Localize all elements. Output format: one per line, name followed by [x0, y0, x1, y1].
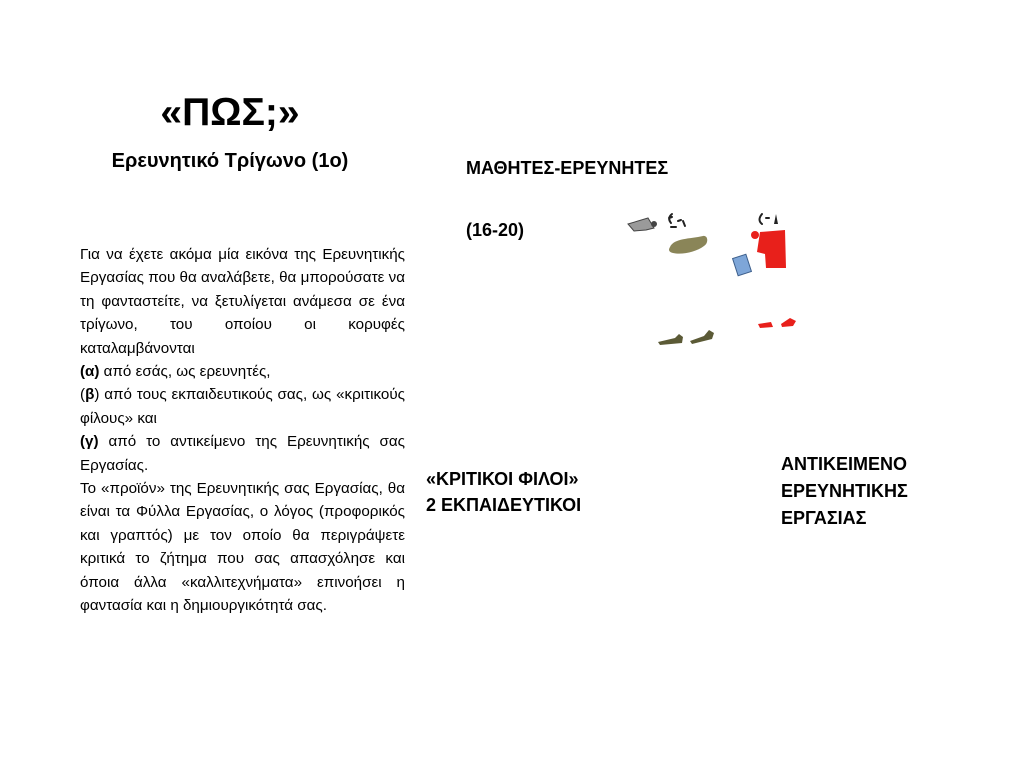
olive-figure — [628, 214, 714, 345]
olive-face-icon — [669, 214, 685, 227]
red-hand-icon — [774, 214, 778, 224]
red-shoe-left-icon — [758, 322, 773, 328]
item-c-text: από το αντικείμενο της Ερευνητικής σας Εργασίας. — [80, 433, 405, 474]
item-b-text: ) από τους εκπαιδευτικούς σας, ως «κριτικούς φίλους» και — [80, 386, 405, 427]
critical-friends-line-2: 2 ΕΚΠΑΙΔΕΥΤΙΚΟΙ — [426, 495, 582, 516]
ages-label: (16-20) — [466, 220, 525, 240]
item-c-marker: (γ) — [80, 433, 99, 451]
critical-friends-label — [426, 466, 581, 518]
red-figure — [733, 214, 796, 328]
body-text — [80, 243, 405, 618]
slide-subtitle: Ερευνητικό Τρίγωνο (1ο) — [111, 150, 349, 172]
slide-title: «ΠΩΣ;» — [160, 91, 300, 134]
paper-sheet-icon — [733, 254, 752, 275]
item-b-open: ( — [80, 386, 86, 404]
item-a-text: από εσάς, ως ερευνητές, — [99, 363, 271, 381]
research-object-line-1: ΑΝΤΙΚΕΙΜΕΝΟ — [781, 454, 907, 474]
olive-shoe-right-icon — [690, 330, 714, 344]
item-b-marker: β — [85, 386, 95, 404]
critical-friends-line-1: «ΚΡΙΤΙΚΟΙ ΦΙΛΟΙ» — [426, 469, 579, 489]
research-object-line-2: ΕΡΕΥΝΗΤΙΚΗΣ — [781, 481, 908, 501]
red-face-icon — [760, 214, 770, 224]
red-shoe-right-icon — [781, 318, 796, 327]
olive-shoe-left-icon — [658, 334, 683, 345]
red-nose-icon — [751, 231, 759, 239]
students-label: ΜΑΘΗΤΕΣ-ΕΡΕΥΝΗΤΕΣ — [466, 158, 669, 178]
item-b — [80, 383, 405, 430]
item-c — [80, 430, 405, 477]
intro-paragraph: Για να έχετε ακόμα μία εικόνα της Ερευνητικής Εργασίας που θα αναλάβετε, θα μπορούσατε να τη φανταστείτε, να ξετυλίγεται ανάμεσα σε ένα τρίγωνο, του οποίου οι κορυφές καταλαμβάνονται — [80, 246, 405, 357]
figures-illustration — [620, 200, 810, 350]
outro-paragraph: Το «προϊόν» της Ερευνητικής σας Εργασίας, θα είναι τα Φύλλα Εργασίας, ο λόγος (προφορικός και γραπτός) με τον οποίο θα περιγράψετε κριτικά το ζήτημα που σας απασχόλησε και όποια άλλα «καλλιτεχνήματα» επινοήσει η φαντασία και η δημιουργικότητά σας. — [80, 480, 405, 615]
research-object-label — [781, 451, 908, 532]
olive-megaphone-icon — [628, 218, 654, 231]
olive-arm-icon — [669, 236, 707, 254]
red-body-icon — [757, 230, 786, 268]
olive-hand-icon — [651, 221, 657, 227]
item-a — [80, 360, 405, 383]
item-a-marker: (α) — [80, 363, 100, 381]
research-object-line-3: ΕΡΓΑΣΙΑΣ — [781, 508, 867, 528]
